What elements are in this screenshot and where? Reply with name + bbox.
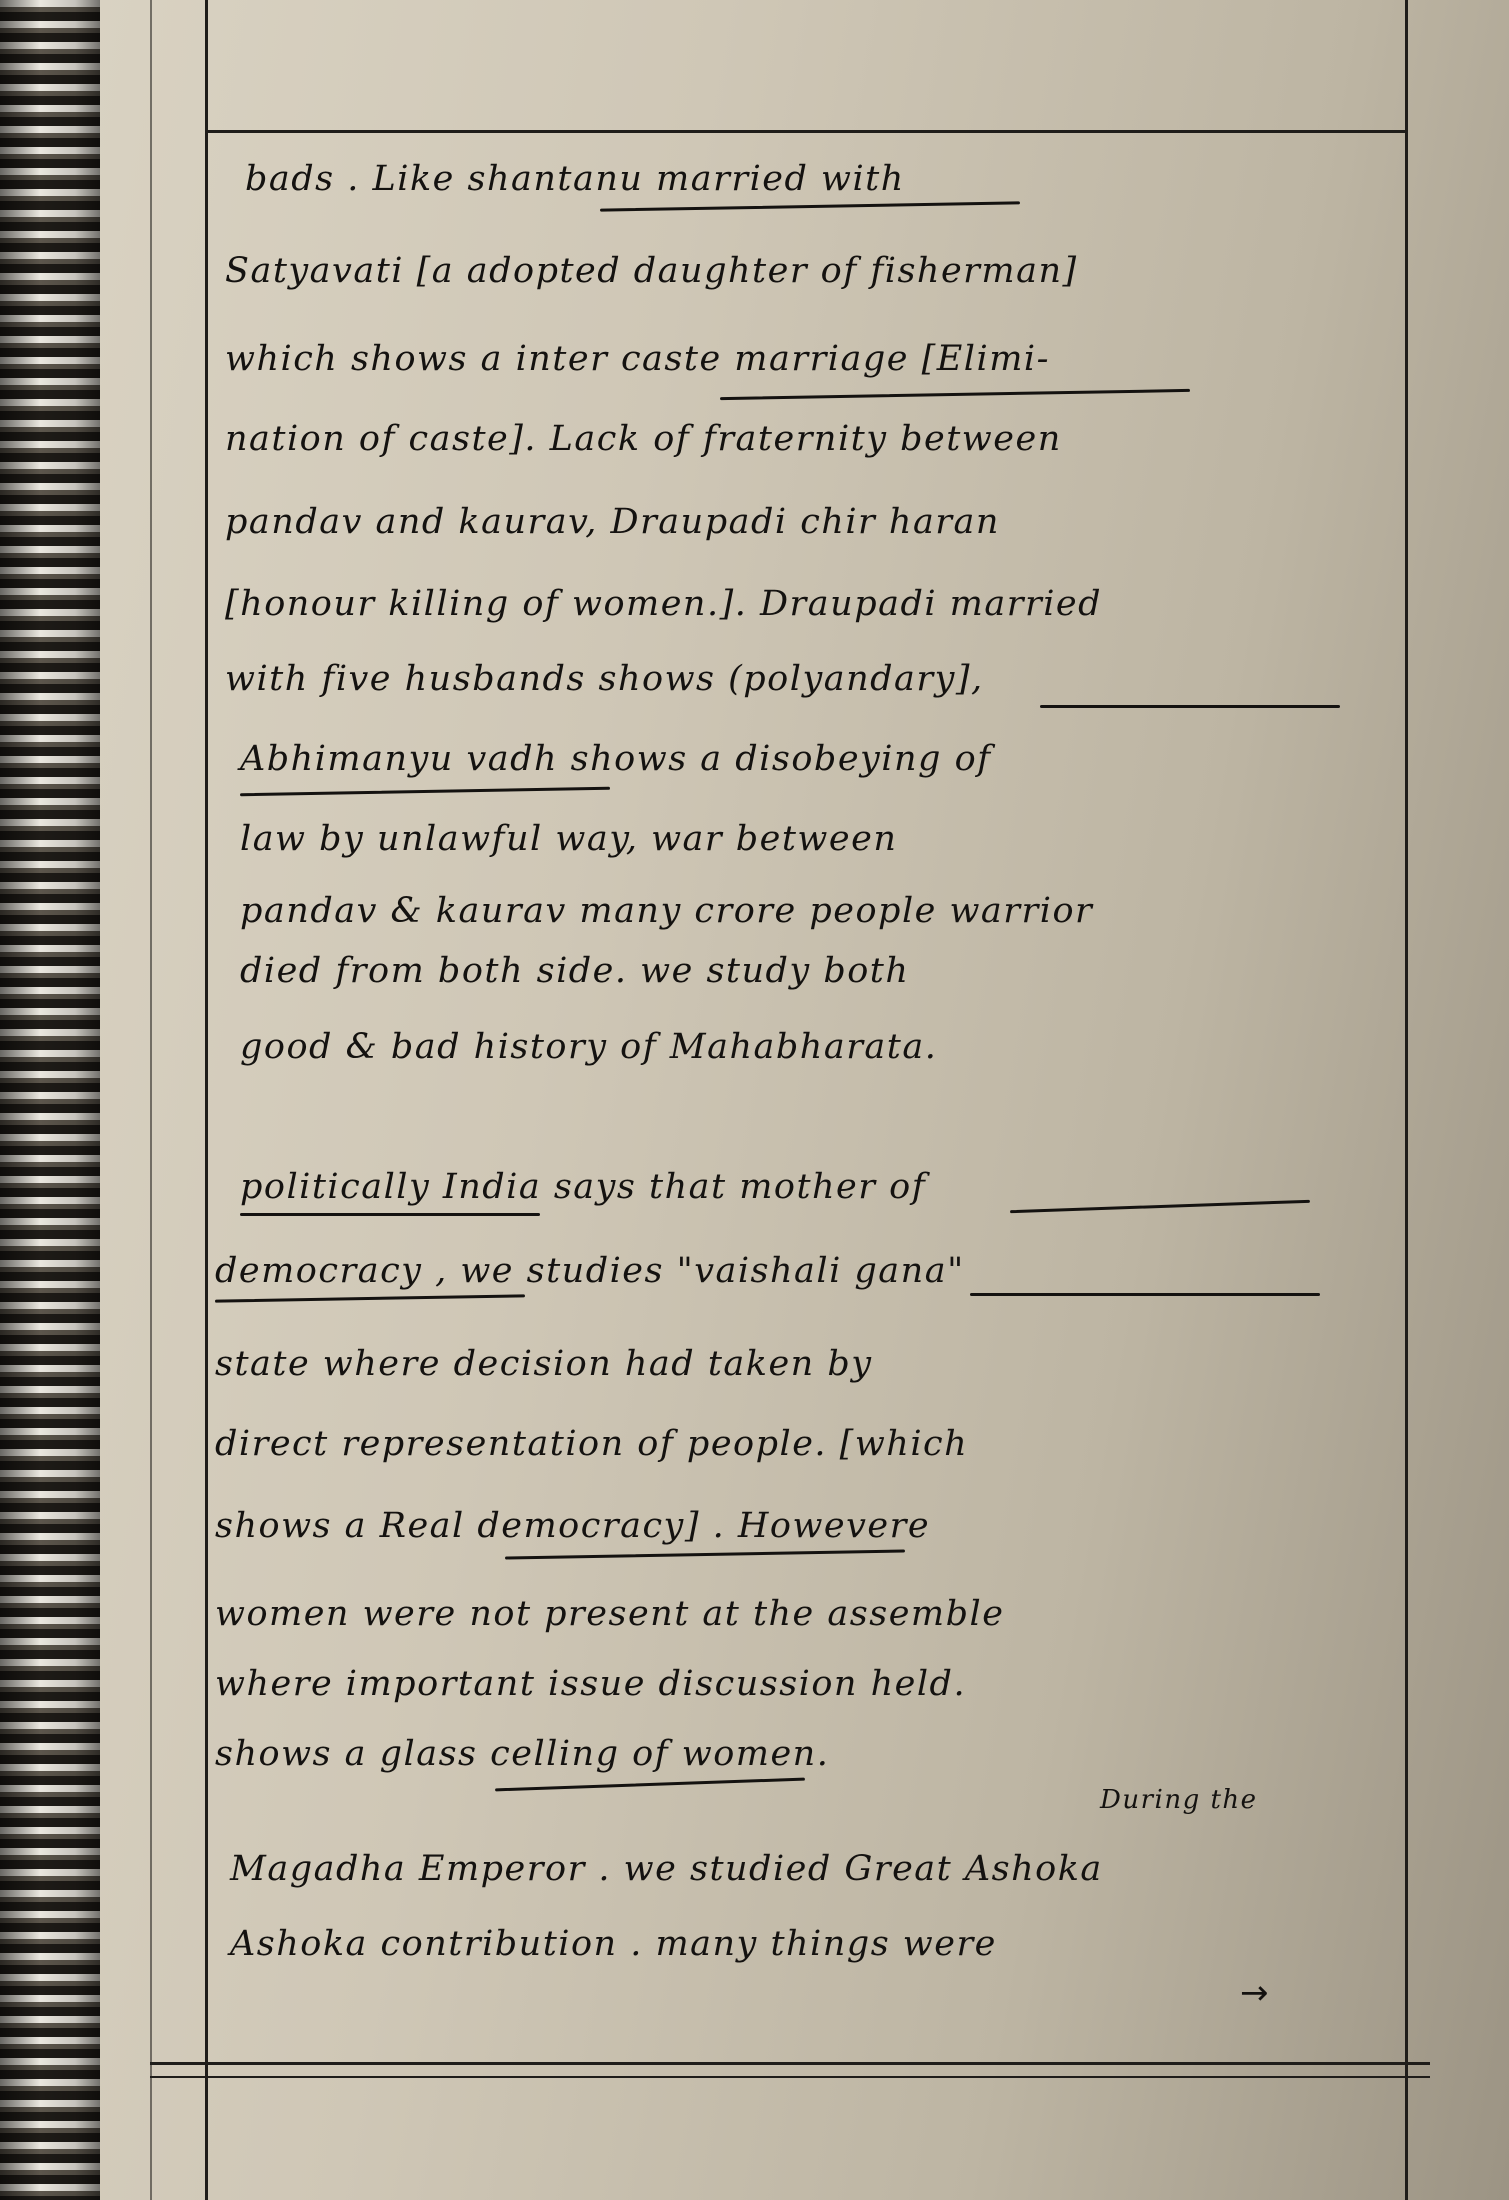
- note-line: died from both side. we study both: [240, 951, 910, 991]
- note-line: bads . Like shantanu married with: [245, 159, 905, 199]
- note-line: Ashoka contribution . many things were: [230, 1924, 997, 1964]
- note-line: shows a glass celling of women.: [215, 1734, 830, 1774]
- note-line: Satyavati [a adopted daughter of fisherman]: [225, 251, 1078, 291]
- insertion-note: During the: [1100, 1785, 1258, 1815]
- underline: [1040, 705, 1340, 708]
- note-line: Magadha Emperor . we studied Great Ashoka: [230, 1849, 1103, 1889]
- note-line: shows a Real democracy] . Howevere: [215, 1506, 931, 1546]
- underline: [240, 1213, 540, 1216]
- bottom-rule-double: [150, 2076, 1430, 2078]
- bottom-rule: [150, 2062, 1430, 2065]
- note-line: pandav and kaurav, Draupadi chir haran: [225, 502, 1000, 542]
- note-line: which shows a inter caste marriage [Elimi-: [225, 339, 1050, 379]
- note-line: direct representation of people. [which: [215, 1424, 969, 1464]
- spiral-binding: [0, 0, 100, 2200]
- note-line: with five husbands shows (polyandary],: [225, 659, 984, 699]
- note-line: politically India says that mother of: [240, 1167, 927, 1207]
- note-line: democracy , we studies "vaishali gana": [215, 1251, 965, 1291]
- note-line: where important issue discussion held.: [215, 1664, 967, 1704]
- underline: [970, 1293, 1320, 1296]
- margin-line-outer: [150, 0, 152, 2200]
- note-line: state where decision had taken by: [215, 1344, 873, 1384]
- note-line: women were not present at the assemble: [215, 1594, 1005, 1634]
- top-rule: [205, 130, 1405, 133]
- note-line: nation of caste]. Lack of fraternity between: [225, 419, 1062, 459]
- note-line: [honour killing of women.]. Draupadi married: [225, 584, 1103, 624]
- note-line: pandav & kaurav many crore people warrior: [240, 891, 1094, 931]
- margin-line-right: [1405, 0, 1408, 2200]
- note-line: Abhimanyu vadh shows a disobeying of: [240, 739, 992, 779]
- margin-line-left: [205, 0, 208, 2200]
- continue-arrow: →: [1240, 1973, 1270, 2013]
- note-line: law by unlawful way, war between: [240, 819, 898, 859]
- note-line: good & bad history of Mahabharata.: [240, 1027, 938, 1067]
